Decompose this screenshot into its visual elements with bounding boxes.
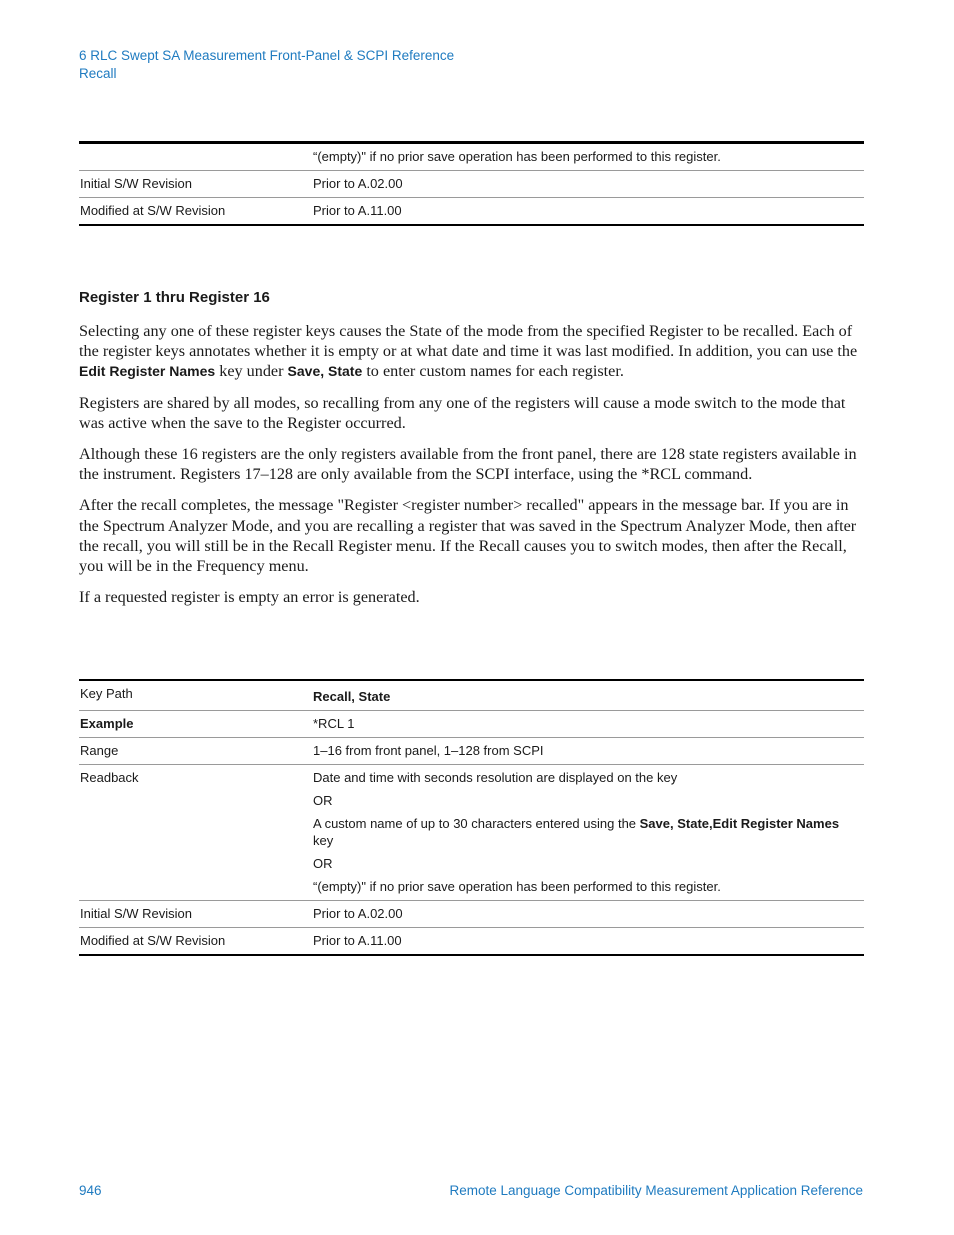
table-row [79, 680, 864, 711]
example-label: Example [80, 716, 134, 731]
example-value: *RCL 1 [312, 711, 864, 738]
key-path-value: Recall, State [313, 689, 391, 704]
paragraph: If a requested register is empty an error is generated. [79, 588, 420, 607]
row-value: Prior to A.02.00 [312, 171, 864, 198]
modified-revision-label: Modified at S/W Revision [79, 928, 312, 956]
row-key: Initial S/W Revision [79, 171, 312, 198]
modified-revision-value: Prior to A.11.00 [312, 928, 864, 956]
table-row [79, 765, 864, 901]
key-name: Edit Register Names [79, 363, 216, 380]
running-header [79, 47, 454, 83]
paragraph: Although these 16 registers are the only registers available from the front panel, there are 128 state registers available in the instrument. Registers 17–128 are only available from the SCPI interface, using the *RCL command. [79, 445, 857, 484]
table-row [79, 738, 864, 765]
key-name: Save, State [287, 363, 363, 380]
page-number: 946 [79, 1183, 102, 1198]
table-row [79, 928, 864, 956]
paragraph: Registers are shared by all modes, so recalling from any one of the registers will cause a mode switch to the mode that was active when the save to the Register occurred. [79, 393, 846, 432]
readback-tail: “(empty)" if no prior save operation has been performed to this register. [312, 143, 864, 171]
table-row [79, 171, 864, 198]
register-spec-table [79, 679, 864, 956]
range-label: Range [79, 738, 312, 765]
readback-label: Readback [79, 765, 312, 901]
section-heading: Register 1 thru Register 16 [79, 289, 270, 306]
initial-revision-label: Initial S/W Revision [79, 901, 312, 928]
paragraph: Selecting any one of these register keys causes the State of the mode from the specified Register to be recalled. Each of the register keys annotates whether it is empty or at what date and time it was last modified. In addition, you can use the Edit Register Names key under Save, State to enter custom names for each register. [79, 322, 858, 381]
table-row [79, 198, 864, 226]
body-text [79, 321, 864, 618]
key-name: Save, State,Edit Register Names [639, 816, 840, 831]
readback-value: Date and time with seconds resolution are displayed on the key OR A custom name of up to 30 characters entered using the Save, State,Edit Register Names key OR “(empty)" if no prior save operation has been performed to this register. [312, 765, 864, 901]
table-row [79, 901, 864, 928]
document-title: Remote Language Compatibility Measurement Application Reference [449, 1183, 863, 1198]
initial-revision-value: Prior to A.02.00 [312, 901, 864, 928]
row-value: Prior to A.11.00 [312, 198, 864, 226]
key-path-label: Key Path [79, 680, 312, 711]
paragraph: After the recall completes, the message "Register <register number> recalled" appears in the message bar. If you are in the Spectrum Analyzer Mode, and you are recalling a register that was saved in the Spectrum Analyzer Mode, then after the recall, you will still be in the Recall Register menu. If the Recall causes you to switch modes, then after the Recall, you will be in the Frequency menu. [79, 496, 857, 576]
section-title: Recall [79, 66, 117, 81]
table-row [79, 711, 864, 738]
range-value: 1–16 from front panel, 1–128 from SCPI [312, 738, 864, 765]
chapter-title: 6 RLC Swept SA Measurement Front-Panel & SCPI Reference [79, 48, 455, 63]
previous-spec-table [79, 141, 864, 226]
table-row [79, 143, 864, 171]
row-key: Modified at S/W Revision [79, 198, 312, 226]
